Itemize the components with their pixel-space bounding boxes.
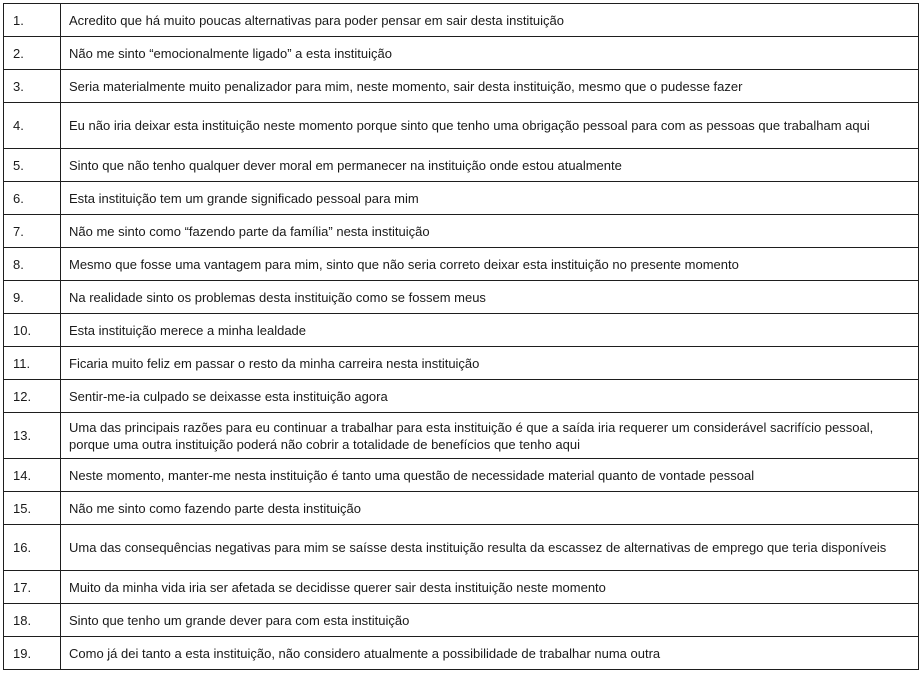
- item-statement: Sinto que tenho um grande dever para com esta instituição: [61, 604, 919, 637]
- item-statement: Uma das consequências negativas para mim se saísse desta instituição resulta da escassez de alternativas de emprego que teria disponíveis: [61, 525, 919, 571]
- item-number: 10.: [4, 314, 61, 347]
- item-number: 5.: [4, 149, 61, 182]
- item-number: 1.: [4, 4, 61, 37]
- item-number: 13.: [4, 413, 61, 459]
- table-row: [4, 37, 919, 70]
- item-statement: Acredito que há muito poucas alternativas para poder pensar em sair desta instituição: [61, 4, 919, 37]
- table-row: [4, 347, 919, 380]
- table-row: [4, 215, 919, 248]
- item-statement: Sentir-me-ia culpado se deixasse esta instituição agora: [61, 380, 919, 413]
- table-row: [4, 4, 919, 37]
- item-number: 4.: [4, 103, 61, 149]
- table-row: [4, 380, 919, 413]
- table-row: [4, 492, 919, 525]
- table-row: [4, 525, 919, 571]
- questionnaire-items-table: [3, 3, 919, 670]
- item-statement: Eu não iria deixar esta instituição neste momento porque sinto que tenho uma obrigação pessoal para com as pessoas que trabalham aqui: [61, 103, 919, 149]
- item-number: 9.: [4, 281, 61, 314]
- table-row: [4, 281, 919, 314]
- item-number: 17.: [4, 571, 61, 604]
- table-row: [4, 103, 919, 149]
- item-number: 11.: [4, 347, 61, 380]
- item-number: 14.: [4, 459, 61, 492]
- item-number: 15.: [4, 492, 61, 525]
- item-number: 12.: [4, 380, 61, 413]
- item-statement: Não me sinto como “fazendo parte da família” nesta instituição: [61, 215, 919, 248]
- table-row: [4, 70, 919, 103]
- item-statement: Como já dei tanto a esta instituição, não considero atualmente a possibilidade de trabalhar numa outra: [61, 637, 919, 670]
- item-statement: Uma das principais razões para eu continuar a trabalhar para esta instituição é que a saída iria requerer um considerável sacrifício pessoal, porque uma outra instituição poderá não cobrir a totalidade de benefícios que tenho aqui: [61, 413, 919, 459]
- item-statement: Seria materialmente muito penalizador para mim, neste momento, sair desta instituição, mesmo que o pudesse fazer: [61, 70, 919, 103]
- table-row: [4, 413, 919, 459]
- item-number: 6.: [4, 182, 61, 215]
- item-statement: Esta instituição merece a minha lealdade: [61, 314, 919, 347]
- item-statement: Neste momento, manter-me nesta instituição é tanto uma questão de necessidade material quanto de vontade pessoal: [61, 459, 919, 492]
- table-row: [4, 604, 919, 637]
- item-statement: Sinto que não tenho qualquer dever moral em permanecer na instituição onde estou atualmente: [61, 149, 919, 182]
- item-statement: Esta instituição tem um grande significado pessoal para mim: [61, 182, 919, 215]
- table-row: [4, 571, 919, 604]
- questionnaire-table-container: [3, 3, 919, 670]
- table-row: [4, 149, 919, 182]
- item-number: 3.: [4, 70, 61, 103]
- item-statement: Não me sinto “emocionalmente ligado” a esta instituição: [61, 37, 919, 70]
- item-number: 8.: [4, 248, 61, 281]
- item-statement: Muito da minha vida iria ser afetada se decidisse querer sair desta instituição neste momento: [61, 571, 919, 604]
- item-statement: Na realidade sinto os problemas desta instituição como se fossem meus: [61, 281, 919, 314]
- table-row: [4, 182, 919, 215]
- item-statement: Não me sinto como fazendo parte desta instituição: [61, 492, 919, 525]
- table-row: [4, 459, 919, 492]
- item-statement: Ficaria muito feliz em passar o resto da minha carreira nesta instituição: [61, 347, 919, 380]
- item-number: 16.: [4, 525, 61, 571]
- item-number: 2.: [4, 37, 61, 70]
- item-number: 7.: [4, 215, 61, 248]
- item-statement: Mesmo que fosse uma vantagem para mim, sinto que não seria correto deixar esta instituição no presente momento: [61, 248, 919, 281]
- table-row: [4, 248, 919, 281]
- table-row: [4, 314, 919, 347]
- item-number: 18.: [4, 604, 61, 637]
- table-body: [4, 4, 919, 670]
- item-number: 19.: [4, 637, 61, 670]
- table-row: [4, 637, 919, 670]
